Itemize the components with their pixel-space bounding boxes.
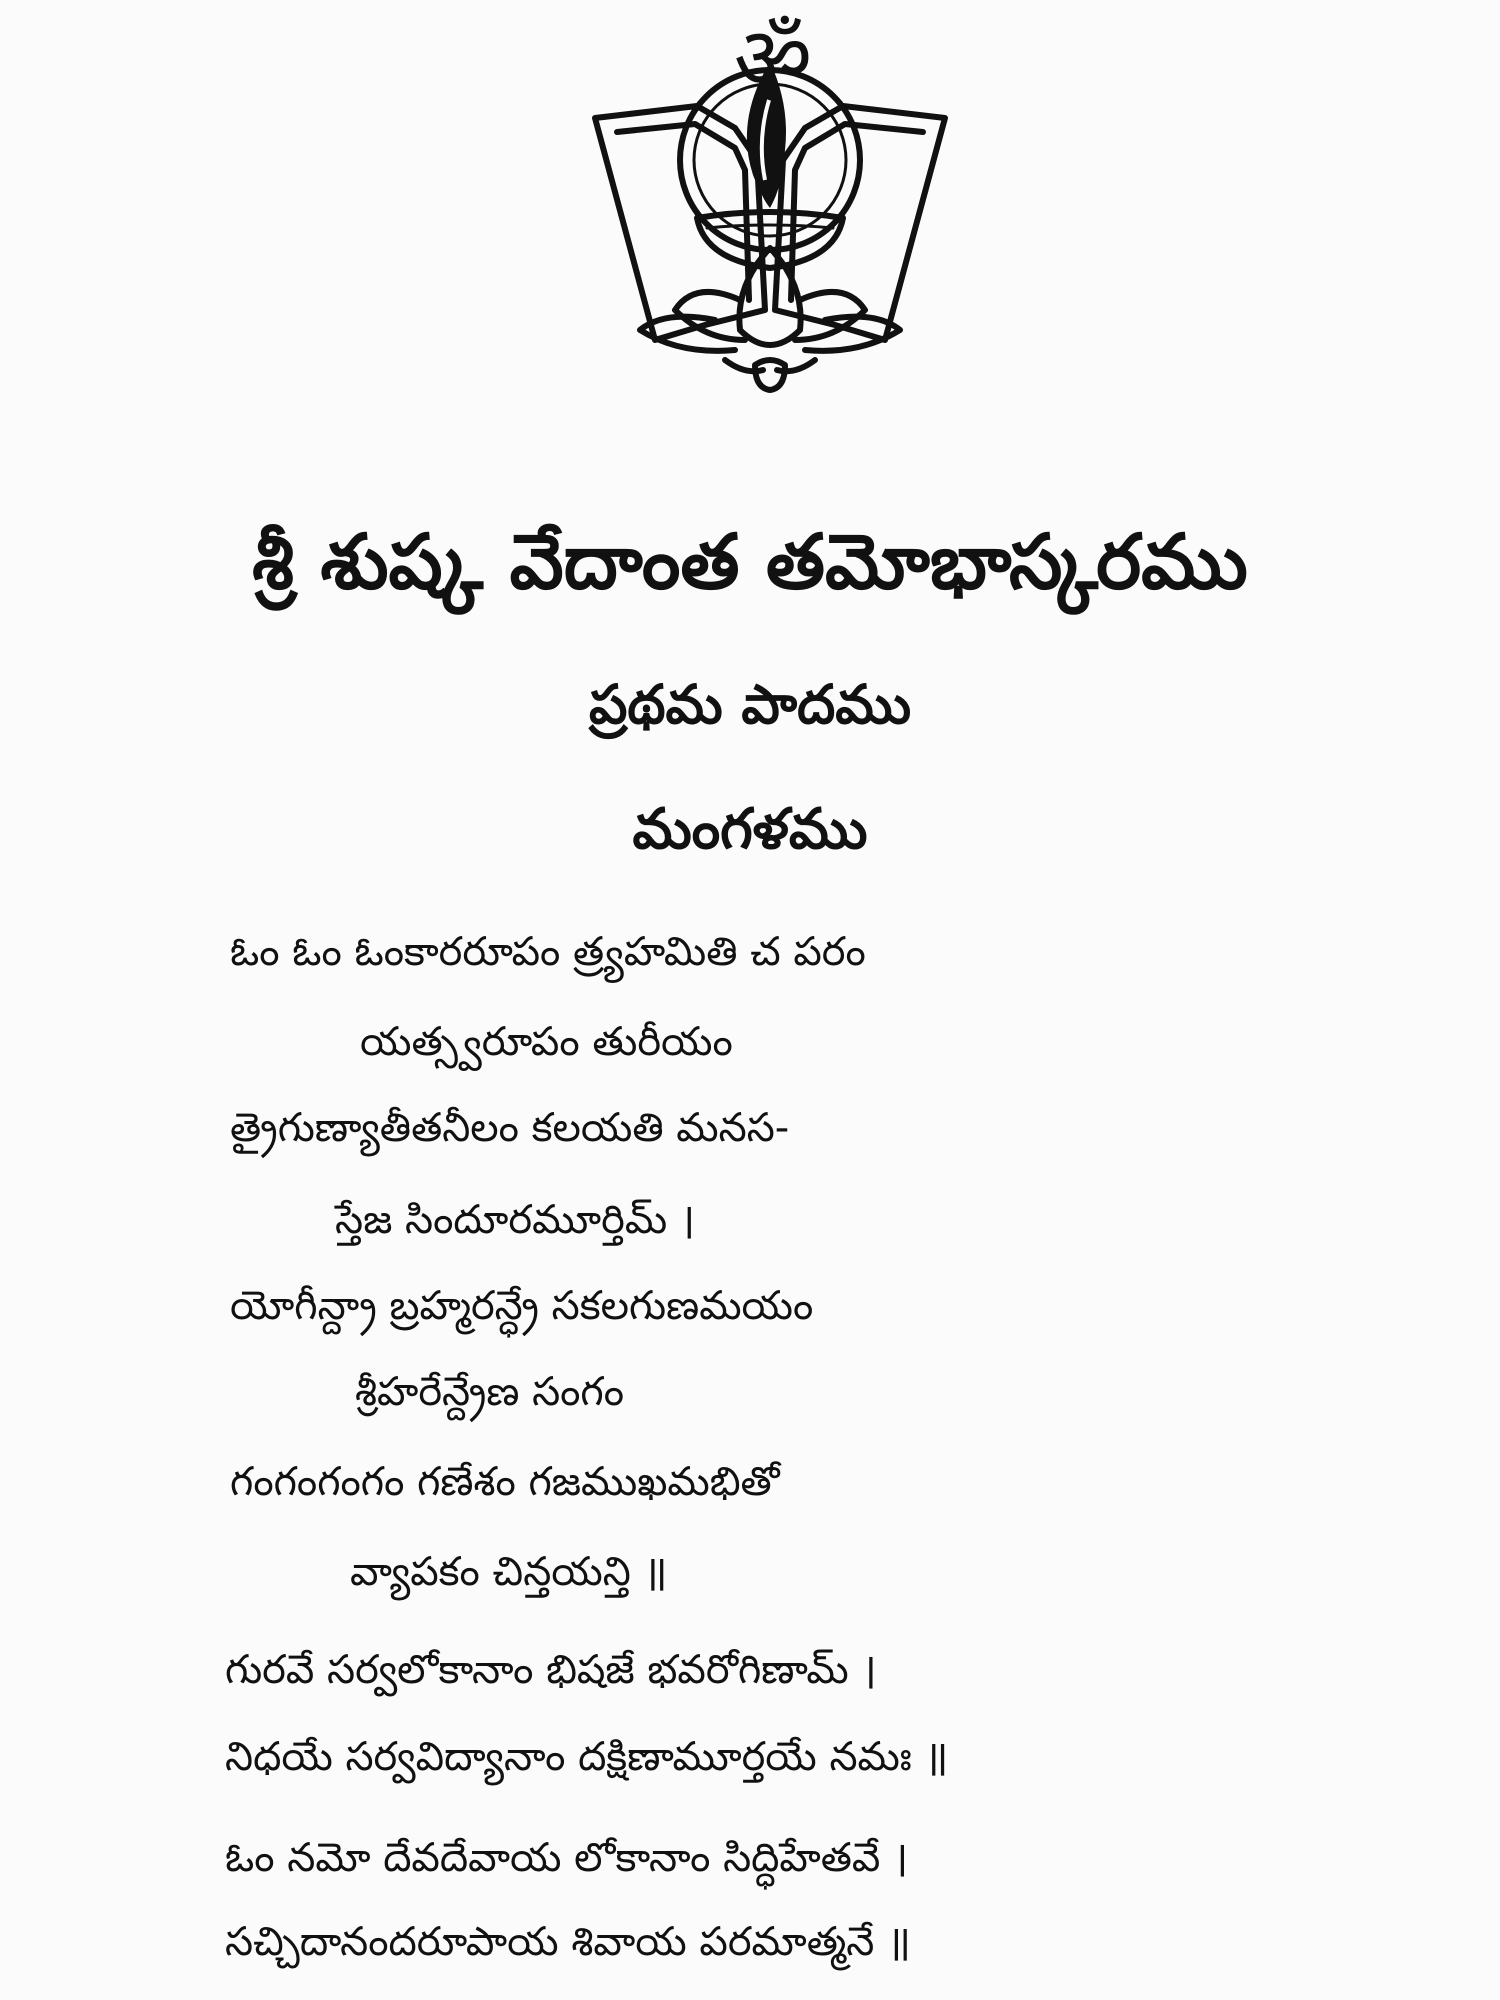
om-lamp-lotus-book-emblem	[585, 10, 955, 395]
section-title: మంగళము	[632, 797, 868, 862]
verse-2-line-2: నిధయే సర్వవిద్యానాం దక్షిణామూర్తయే నమః ॥	[225, 1734, 949, 1780]
verse-1-line-2: యత్స్వరూపం తురీయం	[360, 1019, 733, 1065]
verse-1-line-7: గంగంగంగం గణేశం గజముఖమభితో	[230, 1459, 780, 1505]
verse-1-line-8: వ్యాపకం చిన్తయన్తి ॥	[350, 1549, 668, 1595]
verse-3-line-2: సచ్చిదానందరూపాయ శివాయ పరమాత్మనే ॥	[225, 1919, 911, 1965]
part-subtitle: ప్రథమ పాదము	[588, 673, 912, 736]
verse-1-line-5: యోగీన్ద్రా బ్రహ్మరన్ధ్రే సకలగుణమయం	[230, 1283, 814, 1329]
verse-1-line-4: స్తేజ సిందూరమూర్తిమ్ ।	[335, 1197, 696, 1243]
verse-1-line-6: శ్రీహరేన్ద్రేణ సంగం	[355, 1369, 625, 1415]
verse-1-line-3: త్రైగుణ్యాతీతనీలం కలయతి మనస-	[230, 1105, 790, 1151]
verse-2-line-1: గురవే సర్వలోకానాం భిషజే భవరోగిణామ్ ।	[225, 1647, 877, 1693]
svg-text:ॐ: ॐ	[733, 10, 813, 109]
verse-3-line-1: ఓం నమో దేవదేవాయ లోకానాం సిద్ధిహేతవే ।	[225, 1835, 909, 1881]
page-title: శ్రీ శుష్క వేదాంత తమోభాస్కరము	[252, 517, 1248, 606]
verse-1-line-1: ఓం ఓం ఓంకారరూపం త్ర్యహమితి చ పరం	[230, 929, 866, 975]
